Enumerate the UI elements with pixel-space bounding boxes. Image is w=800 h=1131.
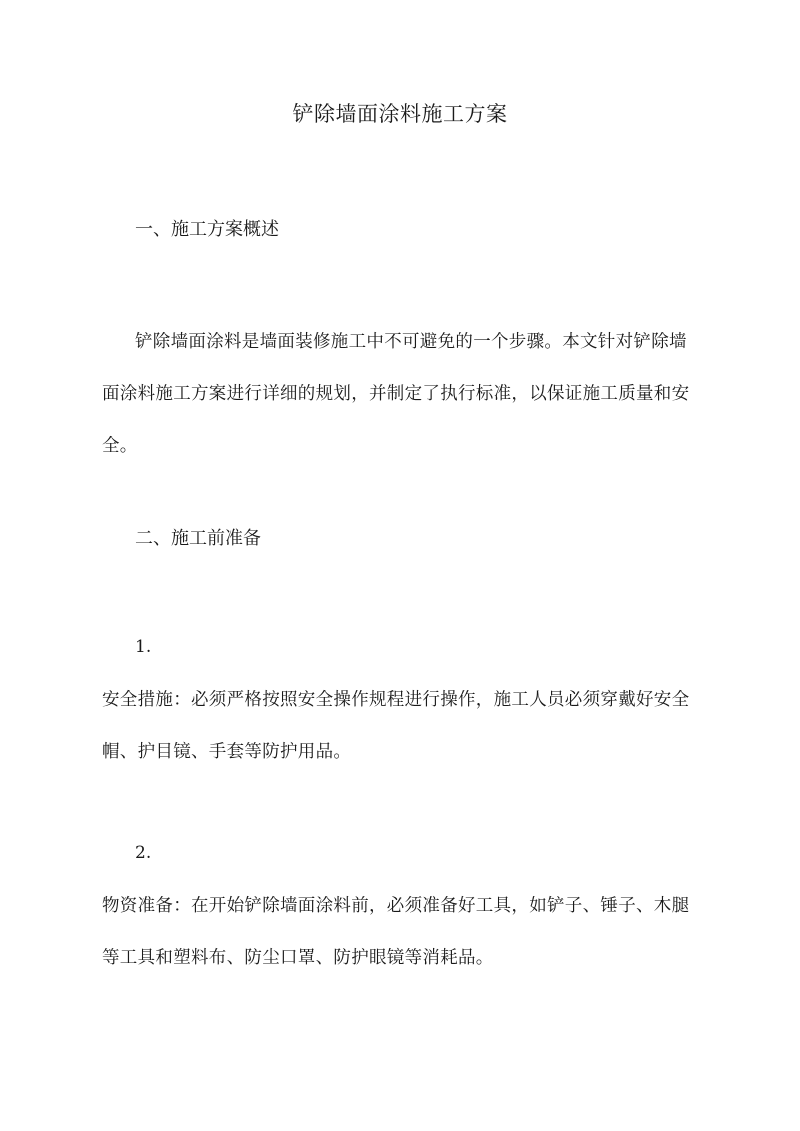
section-heading-overview: 一、施工方案概述: [135, 219, 279, 240]
list-item-text-safety: 安全措施：必须严格按照安全操作规程进行操作，施工人员必须穿戴好安全帽、护目镜、手套等防护用品。: [102, 690, 690, 762]
list-item-number-2: 2.: [135, 843, 152, 863]
list-item-text-materials: 物资准备：在开始铲除墙面涂料前，必须准备好工具，如铲子、锤子、木腿等工具和塑料布、防尘口罩、防护眼镜等消耗品。: [102, 896, 690, 968]
list-item-number-1: 1.: [135, 637, 152, 657]
document-title: 铲除墙面涂料施工方案: [292, 102, 508, 126]
overview-paragraph: 铲除墙面涂料是墙面装修施工中不可避免的一个步骤。本文针对铲除墙面涂料施工方案进行详细的规划，并制定了执行标准，以保证施工质量和安全。: [102, 332, 690, 456]
section-heading-preparation: 二、施工前准备: [135, 528, 261, 549]
